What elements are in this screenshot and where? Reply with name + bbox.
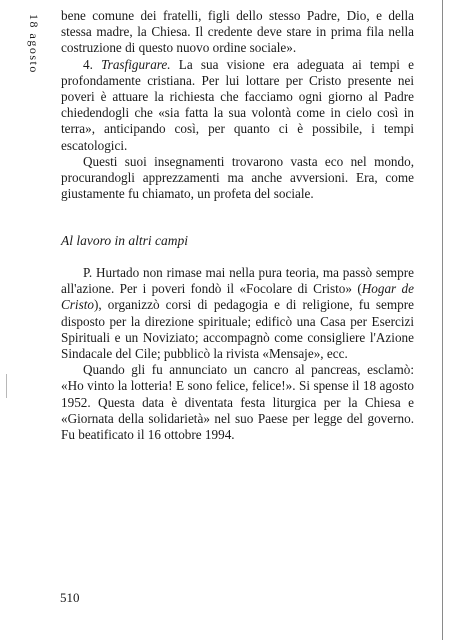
paragraph-morte: Quando gli fu annunciato un cancro al pancreas, esclamò: «Ho vinto la lotteria! E sono felice, felice!». Si spense il 18 agosto 1952. Questa data è diventata festa liturgica per la Chiesa e «Giornata della solidarietà» nel suo Paese per legge del governo. Fu beatificato il 16 ottobre 1994.: [61, 362, 414, 443]
text-block-section: [61, 265, 414, 443]
point-title: Trasfigurare.: [101, 56, 171, 72]
paragraph-profeta: Questi suoi insegnamenti trovarono vasta eco nel mondo, procurandogli apprezzamenti ma anche avversioni. Era, come giustamente fu chiamato, un profeta del sociale.: [61, 153, 414, 202]
date-label: 18 agosto: [27, 14, 41, 74]
scan-mark: [6, 374, 7, 398]
paragraph-continued: bene comune dei fratelli, figli dello stesso Padre, Dio, e della stessa madre, la Chiesa. Il credente deve stare in prima fila nella costruzione di questo nuovo ordine sociale».: [61, 8, 414, 56]
paragraph-opere: [61, 265, 414, 362]
page-number: 510: [60, 590, 80, 605]
paragraph-opere-text-2: ), organizzò corsi di pedagogia e di religione, fu sempre disposto per la direzione spirituale; edificò una Casa per Esercizi Spirituali e un Noviziato; accompagnò come consigliere l'Azione Sindacale del Cile; pubblicò la rivista «Mensaje», ecc.: [61, 297, 414, 362]
page-edge-line: [442, 0, 443, 640]
section-heading: Al lavoro in altri campi: [61, 233, 188, 248]
paragraph-opere-text-1: P. Hurtado non rimase mai nella pura teoria, ma passò sempre all'azione. Per i poveri fondò il «Focolare di Cristo» (: [61, 265, 414, 297]
paragraph-opere-italic: Hogar de Cristo: [61, 281, 414, 313]
date-margin-label: [27, 14, 41, 96]
paragraph-trasfigurare: [61, 57, 414, 154]
point-text: La sua visione era adeguata ai tempi e profondamente cristiana. Per lui lottare per Cristo presente nei poveri è attuare la richiesta che facciamo ogni giorno al Padre chiedendogli che «sia fatta la sua volontà come in cielo così in terra», anticipando così, per quanto ci è possibile, i tempi escatologici.: [61, 56, 414, 153]
point-number: 4.: [83, 56, 102, 72]
text-block-top: [61, 8, 414, 202]
